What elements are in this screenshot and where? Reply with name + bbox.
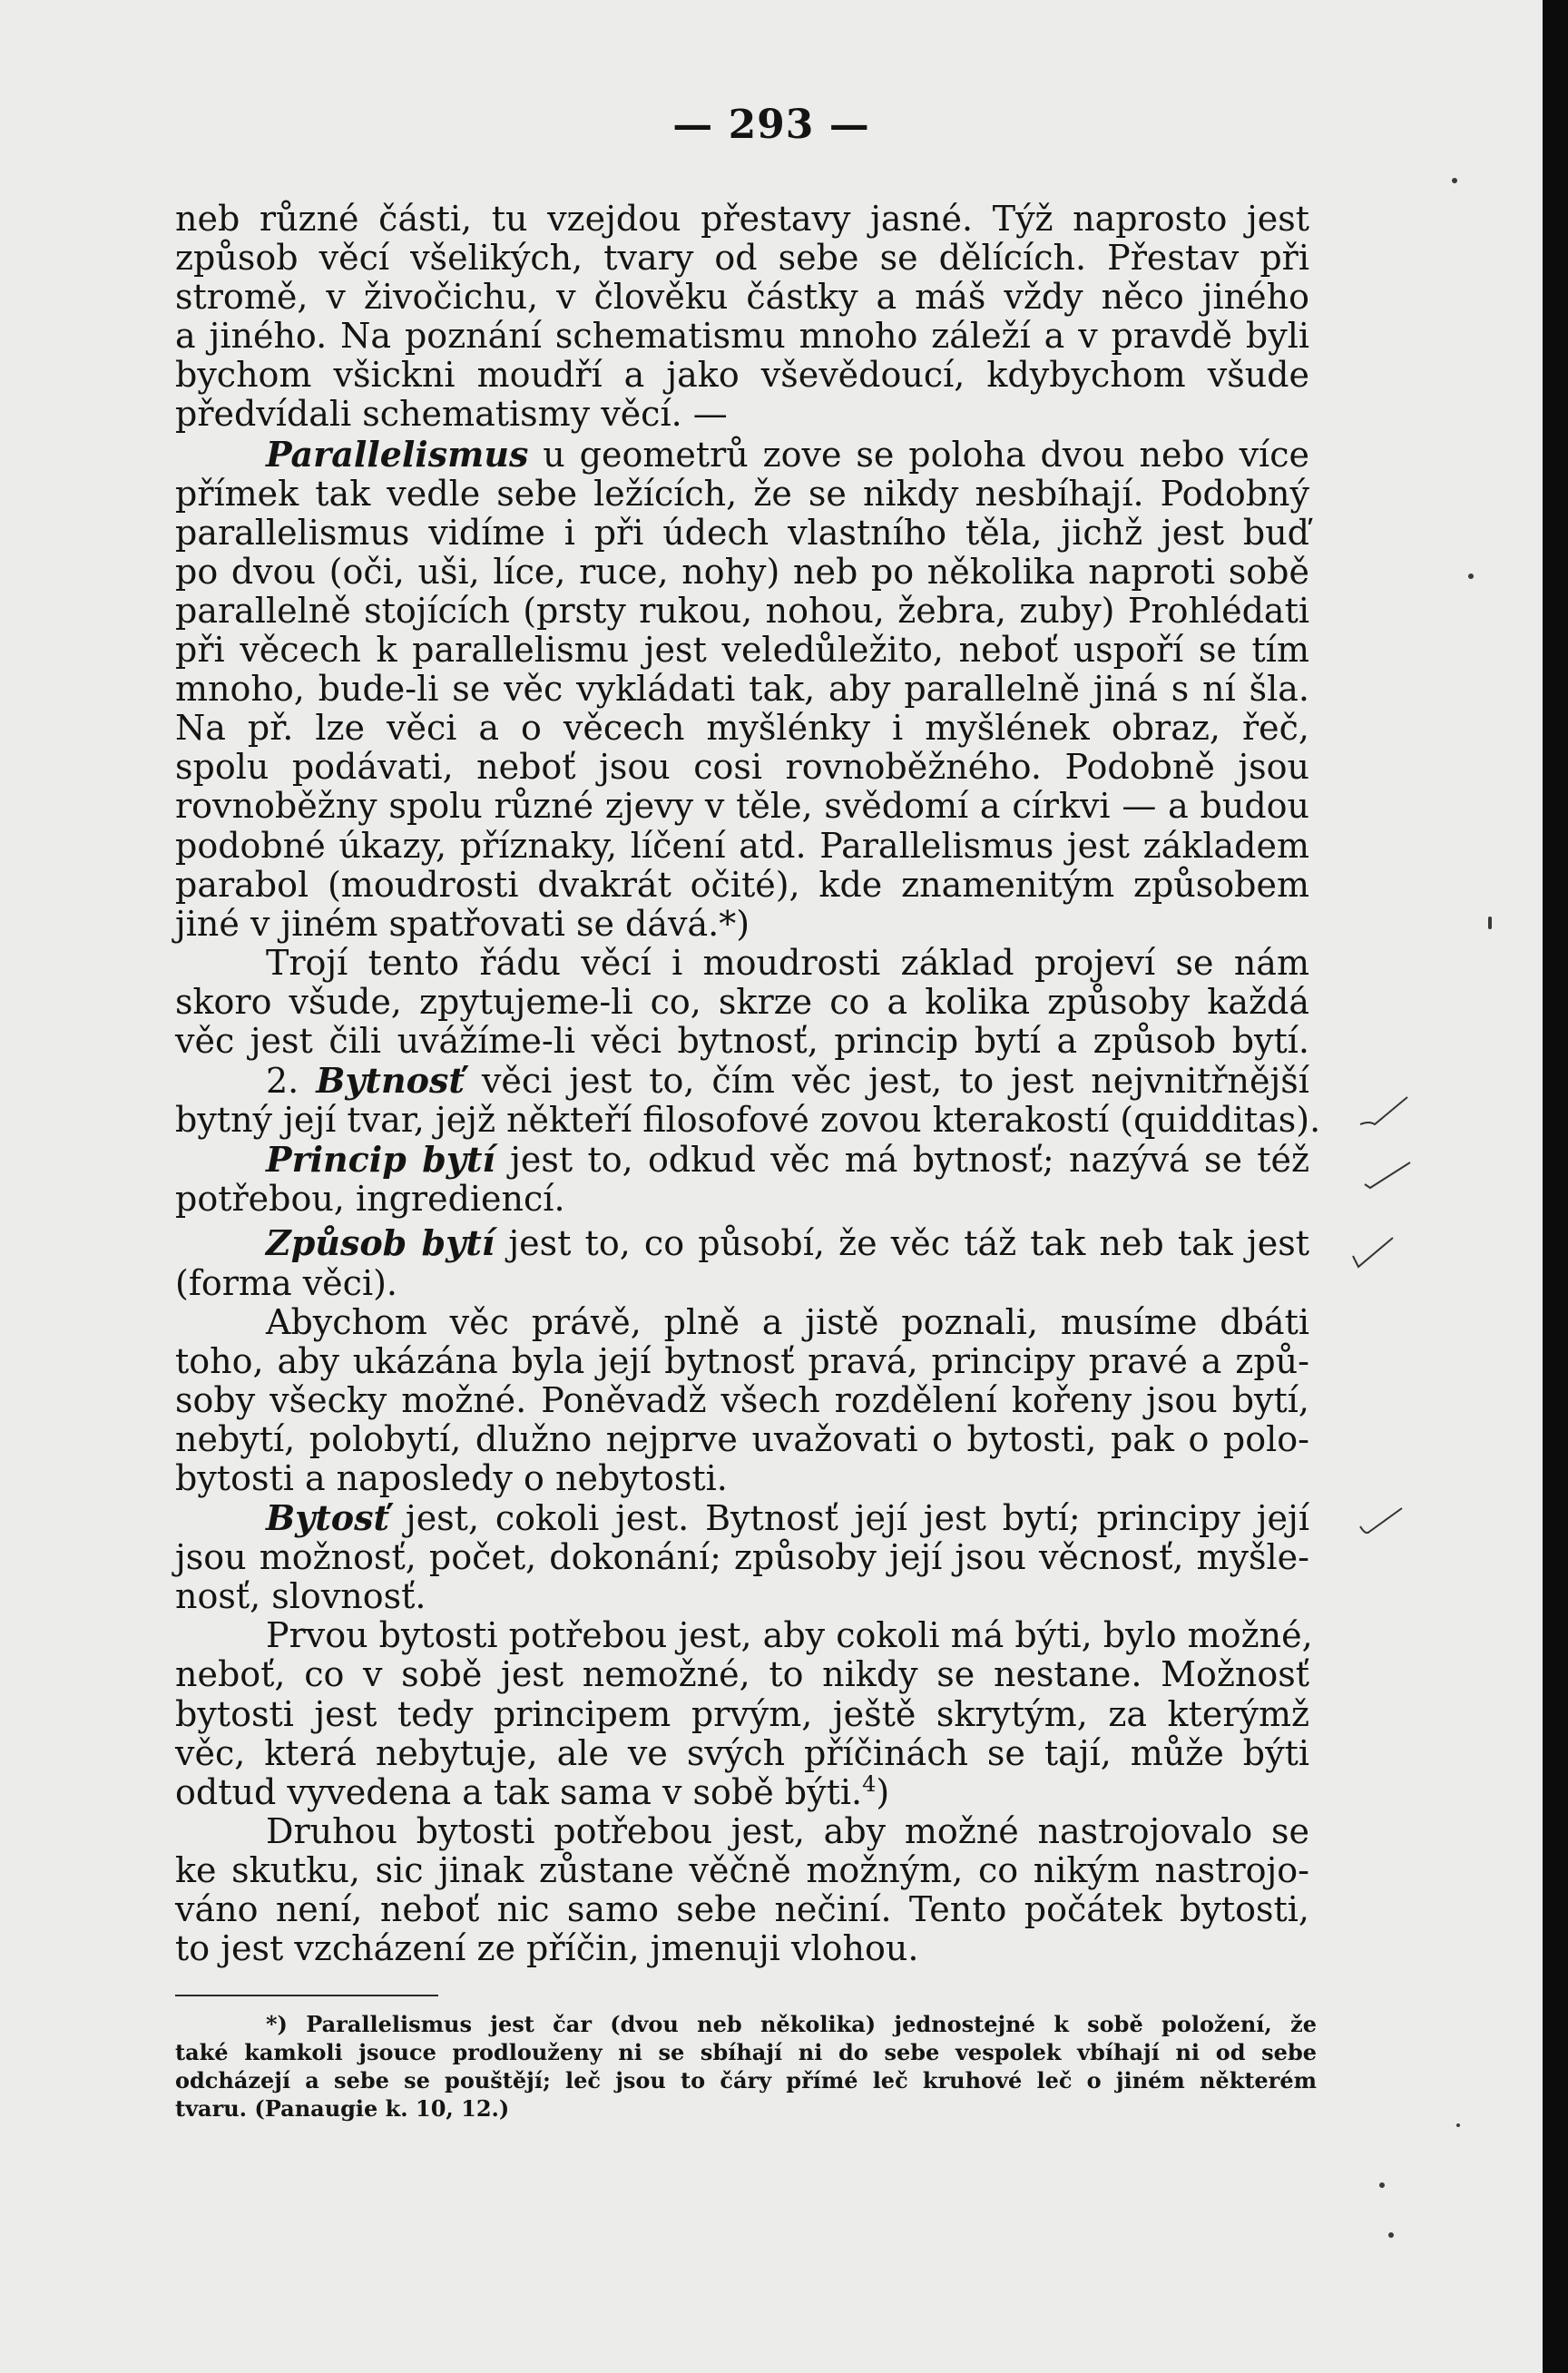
text-span: jest to, co působí, že věc táž tak neb tak jest bbox=[508, 1223, 1309, 1264]
text-line: parabol (moudrosti dvakrát očité), kde znamenitým způsobem bbox=[175, 864, 1309, 905]
scan-speck bbox=[1379, 2182, 1385, 2188]
footnote-line: také kamkoli jsouce prodlouženy ni se sbíhají ni do sebe vespolek vbíhají ni od sebe bbox=[175, 2039, 1317, 2065]
footnote-line: *) Parallelismus jest čar (dvou neb několika) jednostejné k sobě položení, že bbox=[266, 2011, 1317, 2037]
text-line bbox=[175, 1770, 1309, 1812]
text-line: bytný její tvar, jejž někteří filosofové zovou kterakostí (quidditas). bbox=[175, 1100, 1321, 1141]
text-line: při věcech k parallelismu jest veledůležito, neboť uspoří se tím bbox=[175, 630, 1309, 671]
text-line: váno není, neboť nic samo sebe nečiní. Tento počátek bytosti, bbox=[175, 1889, 1309, 1930]
text-line: bychom všickni moudří a jako vševědoucí, kdybychom všude bbox=[175, 355, 1309, 396]
text-line: Trojí tento řádu věcí i moudrosti základ projeví se nám bbox=[266, 942, 1309, 983]
text-line: po dvou (oči, uši, líce, ruce, nohy) neb po několika naproti sobě bbox=[175, 551, 1309, 592]
footnote bbox=[175, 2010, 1317, 2123]
text-line: věc jest čili uvážíme-li věci bytnosť, princip bytí a způsob bytí. bbox=[175, 1020, 1309, 1061]
text-line: parallelně stojících (prsty rukou, nohou, žebra, zuby) Prohlédati bbox=[175, 590, 1309, 631]
text-line: předvídali schematismy věcí. — bbox=[175, 394, 728, 435]
scan-speck bbox=[1388, 2232, 1394, 2238]
text-line: jsou možnosť, počet, dokonání; způsoby její jsou věcnosť, myšle- bbox=[175, 1537, 1309, 1578]
text-line: způsob věcí všelikých, tvary od sebe se dělících. Přestav při bbox=[175, 238, 1309, 279]
text-span: odtud vyvedena a tak sama v sobě býti. bbox=[175, 1771, 863, 1812]
text-span: jest, cokoli jest. Bytnosť její jest bytí; principy její bbox=[405, 1498, 1309, 1539]
text-line: to jest vzcházení ze příčin, jmenuji vlohou. bbox=[175, 1928, 919, 1969]
text-line: mnoho, bude-li se věc vykládati tak, aby parallelně jiná s ní šla. bbox=[175, 669, 1309, 710]
scan-speck bbox=[1468, 574, 1474, 579]
term-bytnost: Bytnosť bbox=[316, 1060, 465, 1102]
text-line: spolu podávati, neboť jsou cosi rovnoběžného. Podobně jsou bbox=[175, 747, 1309, 788]
footnote-ref: 4 bbox=[862, 1770, 877, 1797]
section-number: 2. bbox=[266, 1061, 299, 1102]
term-parallelismus: Parallelismus bbox=[266, 433, 529, 475]
pencil-tick-icon bbox=[1361, 1157, 1416, 1193]
scan-speck bbox=[1488, 917, 1492, 929]
pencil-tick-icon bbox=[1348, 1234, 1402, 1270]
text-span: věci jest to, čím věc jest, to jest nejvnitřnější bbox=[481, 1061, 1309, 1102]
text-line: toho, aby ukázána byla její bytnosť pravá, principy pravé a způ- bbox=[175, 1340, 1309, 1381]
text-line: nebytí, polobytí, dlužno nejprve uvažovati o bytosti, pak o polo- bbox=[175, 1418, 1309, 1459]
text-line: podobné úkazy, příznaky, líčení atd. Parallelismus jest základem bbox=[175, 825, 1309, 866]
text-line: bytosti a naposledy o nebytosti. bbox=[175, 1458, 728, 1498]
body-text bbox=[175, 199, 1321, 1969]
scan-speck bbox=[1452, 178, 1457, 183]
text-line: neboť, co v sobě jest nemožné, to nikdy se nestane. Možnosť bbox=[175, 1654, 1309, 1695]
text-line: a jiného. Na poznání schematismu mnoho záleží a v pravdě byli bbox=[175, 316, 1309, 357]
text-line: skoro všude, zpytujeme-li co, skrze co a kolika způsoby každá bbox=[175, 981, 1309, 1022]
text-line: potřebou, ingrediencí. bbox=[175, 1179, 565, 1220]
text-line bbox=[175, 1061, 1309, 1101]
text-line bbox=[175, 1140, 1309, 1180]
term-princip: Princip bytí bbox=[266, 1139, 495, 1181]
text-line bbox=[175, 435, 1309, 475]
footnote-line: odcházejí a sebe se pouštějí; leč jsou to čáry přímé leč kruhové leč o jiném některém bbox=[175, 2067, 1317, 2094]
text-line: jiné v jiném spatřovati se dává.*) bbox=[175, 903, 750, 944]
text-line: neb různé části, tu vzejdou přestavy jasné. Týž naprosto jest bbox=[175, 199, 1309, 239]
text-line: nosť, slovnosť. bbox=[175, 1576, 426, 1617]
footnote-rule bbox=[175, 1995, 438, 1996]
text-line: bytosti jest tedy principem prvým, ještě skrytým, za kterýmž bbox=[175, 1693, 1309, 1734]
term-zpusob: Způsob bytí bbox=[266, 1222, 495, 1264]
text-line: Druhou bytosti potřebou jest, aby možné nastrojovalo se bbox=[266, 1810, 1309, 1851]
text-line: ke skutku, sic jinak zůstane věčně možným, co nikým nastrojo- bbox=[175, 1849, 1309, 1890]
pencil-tick-icon bbox=[1357, 1093, 1411, 1130]
text-line: Prvou bytosti potřebou jest, aby cokoli má býti, bylo možné, bbox=[266, 1615, 1313, 1656]
text-line: stromě, v živočichu, v člověku částky a máš vždy něco jiného bbox=[175, 277, 1309, 318]
text-line: (forma věci). bbox=[175, 1262, 397, 1303]
text-line bbox=[175, 1223, 1309, 1263]
text-line: Na př. lze věci a o věcech myšlénky i myšlének obraz, řeč, bbox=[175, 708, 1309, 749]
text-line: parallelismus vidíme i při údech vlastního těla, jichž jest buď bbox=[175, 512, 1309, 553]
pencil-tick-icon bbox=[1357, 1506, 1411, 1543]
text-line: Abychom věc právě, plně a jistě poznali, musíme dbáti bbox=[266, 1301, 1309, 1342]
text-line: přímek tak vedle sebe ležících, že se nikdy nesbíhají. Podobný bbox=[175, 473, 1309, 514]
text-line bbox=[175, 1498, 1309, 1538]
page-number: — 293 — bbox=[672, 102, 870, 148]
text-span: jest to, odkud věc má bytnosť; nazývá se též bbox=[510, 1140, 1309, 1181]
footnote-ref-close: ) bbox=[876, 1771, 890, 1812]
term-bytost: Bytosť bbox=[266, 1497, 390, 1539]
text-span: u geometrů zove se poloha dvou nebo více bbox=[543, 434, 1309, 475]
text-line: soby všecky možné. Poněvadž všech rozdělení kořeny jsou bytí, bbox=[175, 1379, 1309, 1420]
text-line: rovnoběžny spolu různé zjevy v těle, svědomí a církvi — a budou bbox=[175, 786, 1309, 827]
scan-speck bbox=[1456, 2123, 1460, 2127]
footnote-line: tvaru. (Panaugie k. 10, 12.) bbox=[175, 2095, 510, 2122]
text-line: věc, která nebytuje, ale ve svých příčinách se tají, může býti bbox=[175, 1732, 1309, 1773]
